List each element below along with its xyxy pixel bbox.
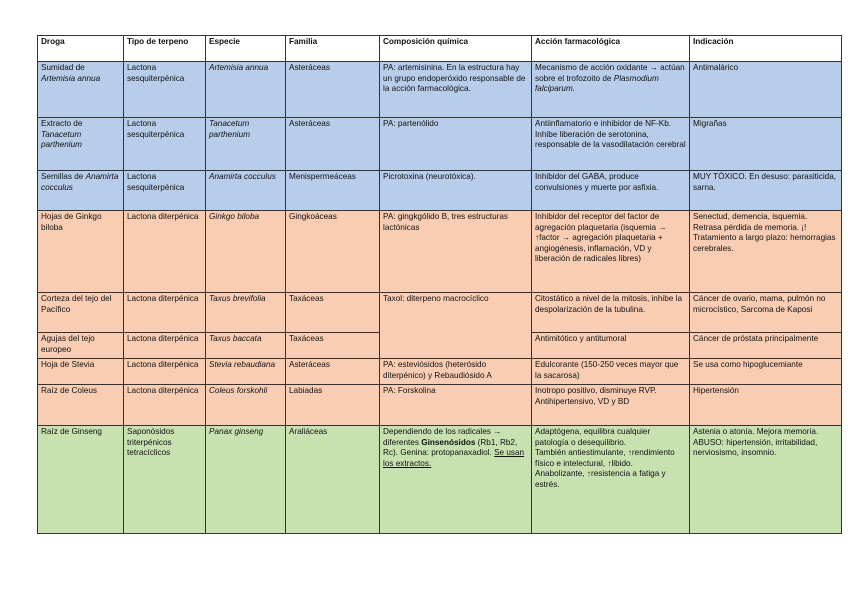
cell-familia: Gingkoáceas bbox=[286, 211, 380, 293]
header-indicacion: Indicación bbox=[690, 36, 842, 62]
cell-familia: Asteráceas bbox=[286, 359, 380, 385]
header-familia: Familia bbox=[286, 36, 380, 62]
cell-indicacion: Cáncer de ovario, mama, pulmón no microcístico, Sarcoma de Kaposi bbox=[690, 293, 842, 333]
cell-composicion: PA: partenólido bbox=[380, 118, 532, 171]
cell-familia: Taxáceas bbox=[286, 293, 380, 333]
cell-droga: Extracto de Tanacetum parthenium bbox=[38, 118, 124, 171]
table-row-ginkgo bbox=[38, 211, 842, 293]
cell-droga: Corteza del tejo del Pacífico bbox=[38, 293, 124, 333]
table-row-stevia bbox=[38, 359, 842, 385]
cell-droga: Raíz de Coleus bbox=[38, 385, 124, 426]
cell-composicion: PA: Forskolina bbox=[380, 385, 532, 426]
cell-composicion: Picrotoxina (neurotóxica). bbox=[380, 171, 532, 211]
cell-accion: Inhibidor del GABA, produce convulsiones y muerte por asfixia. bbox=[532, 171, 690, 211]
cell-accion: Mecanismo de acción oxidante → actúan sobre el trofozoito de Plasmodium falciparum. bbox=[532, 62, 690, 118]
cell-composicion: Taxol: diterpeno macrocíclico bbox=[380, 293, 532, 359]
cell-tipo: Saponósidos triterpénicos tetracíclicos bbox=[124, 426, 206, 534]
cell-especie: Taxus brevifolia bbox=[206, 293, 286, 333]
cell-indicacion: Se usa como hipoglucemiante bbox=[690, 359, 842, 385]
table-row-ginseng bbox=[38, 426, 842, 534]
cell-especie: Artemisia annua bbox=[206, 62, 286, 118]
header-especie: Especie bbox=[206, 36, 286, 62]
cell-tipo: Lactona diterpénica bbox=[124, 385, 206, 426]
cell-droga: Raíz de Ginseng bbox=[38, 426, 124, 534]
cell-tipo: Lactona sesquiterpénica bbox=[124, 118, 206, 171]
table-row-taxus-brevifolia bbox=[38, 293, 842, 333]
cell-tipo: Lactona diterpénica bbox=[124, 211, 206, 293]
cell-droga: Hoja de Stevia bbox=[38, 359, 124, 385]
cell-especie: Ginkgo biloba bbox=[206, 211, 286, 293]
cell-tipo: Lactona sesquiterpénica bbox=[124, 171, 206, 211]
cell-familia: Menispermeáceas bbox=[286, 171, 380, 211]
cell-composicion: PA: artemisinina. En la estructura hay un grupo endoperóxido responsable de la acción farmacológica. bbox=[380, 62, 532, 118]
cell-tipo: Lactona sesquiterpénica bbox=[124, 62, 206, 118]
cell-indicacion: Migrañas bbox=[690, 118, 842, 171]
cell-composicion: PA: gingkgólido B, tres estructuras lactónicas bbox=[380, 211, 532, 293]
cell-especie: Coleus forskohli bbox=[206, 385, 286, 426]
cell-familia: Labiadas bbox=[286, 385, 380, 426]
terpenes-table bbox=[37, 35, 842, 534]
table-row-anamirta bbox=[38, 171, 842, 211]
cell-especie: Tanacetum parthenium bbox=[206, 118, 286, 171]
cell-droga: Sumidad de Artemisia annua bbox=[38, 62, 124, 118]
cell-indicacion: Hipertensión bbox=[690, 385, 842, 426]
cell-composicion: PA: esteviósidos (heterósido diterpénico) y Rebaudiósido A bbox=[380, 359, 532, 385]
cell-accion: Antimitótico y antitumoral bbox=[532, 333, 690, 359]
cell-accion: Citostático a nivel de la mitosis, inhibe la despolarización de la tubulina. bbox=[532, 293, 690, 333]
cell-indicacion: Senectud, demencia, isquemia. Retrasa pérdida de memoria. ¡! Tratamiento a largo plazo: hemorragias cerebrales. bbox=[690, 211, 842, 293]
cell-accion: Inotropo positivo, disminuye RVP. Antihipertensivo, VD y BD bbox=[532, 385, 690, 426]
header-composicion: Composición química bbox=[380, 36, 532, 62]
cell-composicion: Dependiendo de los radicales → diferentes Ginsenósidos (Rb1, Rb2, Rc). Genina: protopanaxadiol. Se usan los extractos. bbox=[380, 426, 532, 534]
cell-accion: Edulcorante (150-250 veces mayor que la sacarosa) bbox=[532, 359, 690, 385]
cell-especie: Anamirta cocculus bbox=[206, 171, 286, 211]
header-tipo: Tipo de terpeno bbox=[124, 36, 206, 62]
cell-droga: Hojas de Ginkgo biloba bbox=[38, 211, 124, 293]
cell-indicacion: Astenia o atonía. Mejora memoria. ABUSO: hipertensión, irritabilidad, nerviosismo, insomnio. bbox=[690, 426, 842, 534]
cell-familia: Asteráceas bbox=[286, 118, 380, 171]
cell-especie: Taxus baccata bbox=[206, 333, 286, 359]
table-row-coleus bbox=[38, 385, 842, 426]
cell-indicacion: MUY TÓXICO. En desuso: parasiticida, sarna. bbox=[690, 171, 842, 211]
table-row-tanacetum bbox=[38, 118, 842, 171]
cell-especie: Panax ginseng bbox=[206, 426, 286, 534]
cell-indicacion: Antimalárico bbox=[690, 62, 842, 118]
cell-accion: Antiinflamatorio e inhibidor de NF-Kb. Inhibe liberación de serotonina, responsable de la vasodilatación cerebral bbox=[532, 118, 690, 171]
cell-droga: Agujas del tejo europeo bbox=[38, 333, 124, 359]
cell-tipo: Lactona diterpénica bbox=[124, 333, 206, 359]
cell-especie: Stevia rebaudiana bbox=[206, 359, 286, 385]
cell-accion: Adaptógena, equilibra cualquier patología o desequilibrio. También antiestimulante, ↑rendimiento físico e intelectural, ↑libido. Anabolizante, ↑resistencia a fatiga y estrés. bbox=[532, 426, 690, 534]
cell-familia: Araliáceas bbox=[286, 426, 380, 534]
cell-droga: Semillas de Anamirta cocculus bbox=[38, 171, 124, 211]
cell-tipo: Lactona diterpénica bbox=[124, 359, 206, 385]
table-row-artemisia bbox=[38, 62, 842, 118]
header-accion: Acción farmacológica bbox=[532, 36, 690, 62]
cell-tipo: Lactona diterpénica bbox=[124, 293, 206, 333]
cell-familia: Asteráceas bbox=[286, 62, 380, 118]
header-row bbox=[38, 36, 842, 62]
cell-accion: Inhibidor del receptor del factor de agregación plaquetaria (isquemia → ↑factor → agregación plaquetaria + angiogénesis, inflamación, VD y liberación de radicales libres) bbox=[532, 211, 690, 293]
header-droga: Droga bbox=[38, 36, 124, 62]
cell-familia: Taxáceas bbox=[286, 333, 380, 359]
cell-indicacion: Cáncer de próstata principalmente bbox=[690, 333, 842, 359]
